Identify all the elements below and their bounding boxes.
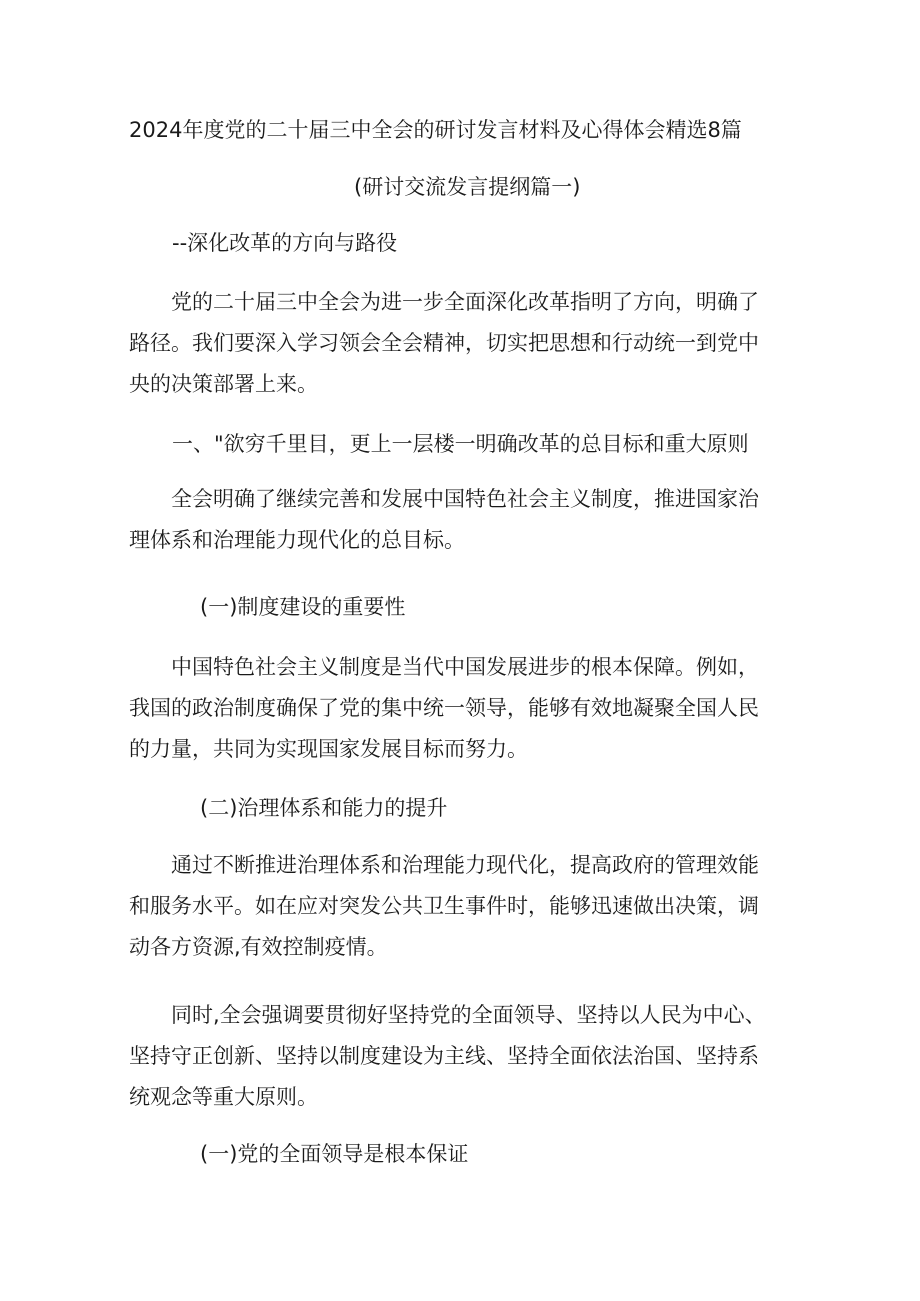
subheading-party-leadership: (一)党的全面领导是根本保证 [200,1142,469,1166]
paragraph-goal: 全会明确了继续完善和发展中国特色社会主义制度，推进国家治理体系和治理能力现代化的总目标。 [129,487,759,552]
paragraph-governance: 通过不断推进治理体系和治理能力现代化，提高政府的管理效能和服务水平。如在应对突发公共卫生事件时，能够迅速做出决策，调动各方资源,有效控制疫情。 [129,853,759,959]
document-title: 2024年度党的二十届三中全会的研讨发言材料及心得体会精选8篇 [129,118,742,142]
paragraph-system: 中国特色社会主义制度是当代中国发展进步的根本保障。例如，我国的政治制度确保了党的集中统一领导，能够有效地凝聚全国人民的力量，共同为实现国家发展目标而努力。 [129,655,759,761]
paragraph-principles: 同时,全会强调要贯彻好坚持党的全面领导、坚持以人民为中心、坚持守正创新、坚持以制度建设为主线、坚持全面依法治国、坚持系统观念等重大原则。 [129,1003,766,1109]
section-heading-1: 一、"欲穷千里目，更上一层楼一明确改革的总目标和重大原则 [172,432,749,456]
subheading-system-importance: (一)制度建设的重要性 [200,595,406,619]
paragraph-intro: 党的二十届三中全会为进一步全面深化改革指明了方向，明确了路径。我们要深入学习领会全会精神，切实把思想和行动统一到党中央的决策部署上来。 [129,290,759,396]
subheading-governance: (二)治理体系和能力的提升 [200,796,448,820]
theme-line: --深化改革的方向与路役 [172,231,398,255]
document-subtitle: (研讨交流发言提纲篇一) [354,175,581,199]
